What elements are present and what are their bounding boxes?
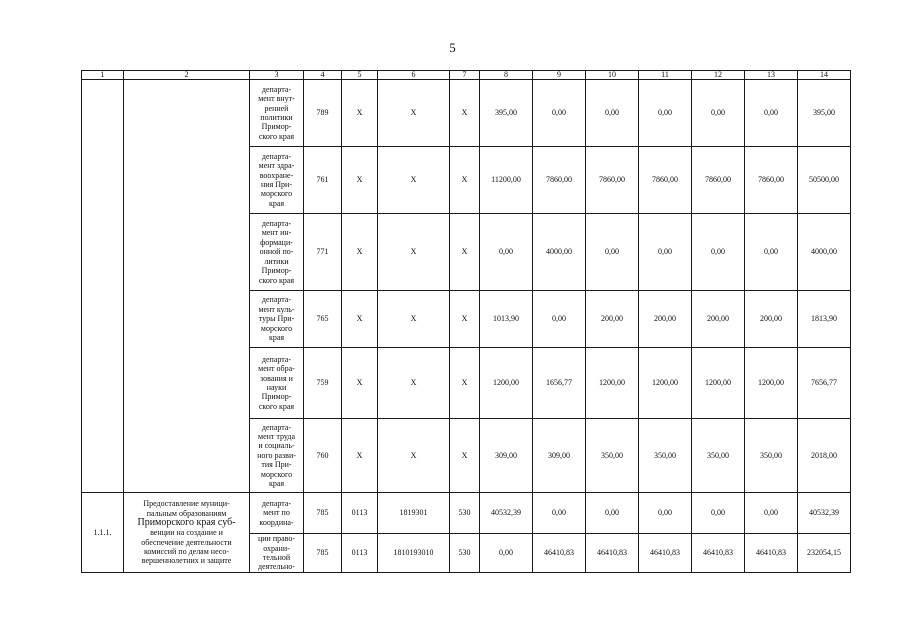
value-cell: Х	[342, 419, 378, 493]
value-cell: 200,00	[639, 291, 692, 348]
value-cell: 0,00	[745, 493, 798, 534]
value-cell: 1200,00	[480, 348, 533, 419]
header-row	[82, 71, 851, 80]
value-cell: 0,00	[692, 214, 745, 291]
value-cell: 4000,00	[533, 214, 586, 291]
header-cell: 5	[342, 71, 378, 80]
value-cell: 46410,83	[639, 534, 692, 573]
value-cell: 0,00	[692, 493, 745, 534]
value-cell: 0113	[342, 493, 378, 534]
page-number: 5	[449, 40, 456, 55]
value-cell: 1656,77	[533, 348, 586, 419]
value-cell: 7860,00	[639, 147, 692, 214]
item-description	[124, 493, 250, 573]
value-cell: 200,00	[745, 291, 798, 348]
value-cell: 200,00	[586, 291, 639, 348]
owner-cell: департа- мент обра- зования и науки Примор- ского края	[250, 348, 304, 419]
value-cell: 785	[304, 493, 342, 534]
owner-cell: департа- мент внут- ренней политики Примор- ского края	[250, 80, 304, 147]
value-cell: 0,00	[533, 80, 586, 147]
value-cell: 7860,00	[745, 147, 798, 214]
value-cell: 395,00	[480, 80, 533, 147]
value-cell: 759	[304, 348, 342, 419]
value-cell: 1200,00	[639, 348, 692, 419]
value-cell: 0,00	[480, 214, 533, 291]
description-cell-empty	[124, 80, 250, 493]
header-cell: 8	[480, 71, 533, 80]
value-cell: 0113	[342, 534, 378, 573]
value-cell: 1013,90	[480, 291, 533, 348]
value-cell: 350,00	[745, 419, 798, 493]
value-cell: 1200,00	[692, 348, 745, 419]
header-cell: 13	[745, 71, 798, 80]
value-cell: 350,00	[692, 419, 745, 493]
value-cell: 7860,00	[692, 147, 745, 214]
value-cell: Х	[342, 348, 378, 419]
value-cell: 0,00	[480, 534, 533, 573]
description-line: Предоставление муници-	[143, 499, 230, 509]
value-cell: 2018,00	[798, 419, 851, 493]
value-cell: Х	[342, 80, 378, 147]
header-cell: 9	[533, 71, 586, 80]
value-cell: 0,00	[639, 214, 692, 291]
value-cell: 350,00	[639, 419, 692, 493]
value-cell: 50500,00	[798, 147, 851, 214]
owner-cell: департа- мент ин- формаци- онной по- литики Примор- ского края	[250, 214, 304, 291]
owner-cell: департа- мент здра- воохране- ния При- морского края	[250, 147, 304, 214]
header-cell: 1	[82, 71, 124, 80]
value-cell: 40532,39	[798, 493, 851, 534]
value-cell: 309,00	[533, 419, 586, 493]
value-cell: 350,00	[586, 419, 639, 493]
value-cell: 7860,00	[586, 147, 639, 214]
value-cell: 11200,00	[480, 147, 533, 214]
owner-cell: ции право- охрани- тельной деятельно-	[250, 534, 304, 573]
value-cell: Х	[342, 214, 378, 291]
value-cell: 395,00	[798, 80, 851, 147]
description-line-large: Приморского края суб-	[137, 517, 236, 529]
value-cell: Х	[342, 147, 378, 214]
value-cell: 1810193010	[378, 534, 450, 573]
value-cell: 0,00	[533, 493, 586, 534]
value-cell: 46410,83	[692, 534, 745, 573]
value-cell: Х	[450, 147, 480, 214]
value-cell: 761	[304, 147, 342, 214]
value-cell: 46410,83	[533, 534, 586, 573]
header-cell: 3	[250, 71, 304, 80]
value-cell: Х	[342, 291, 378, 348]
value-cell: 0,00	[692, 80, 745, 147]
value-cell: Х	[378, 348, 450, 419]
value-cell: 0,00	[533, 291, 586, 348]
description-rest: венции на создание и обеспечение деятельности комиссий по делам несо- вершеннолетних и защите	[141, 528, 232, 566]
value-cell: 530	[450, 534, 480, 573]
value-cell: 46410,83	[586, 534, 639, 573]
value-cell: 309,00	[480, 419, 533, 493]
value-cell: 7860,00	[533, 147, 586, 214]
value-cell: Х	[450, 348, 480, 419]
value-cell: 771	[304, 214, 342, 291]
table-row	[82, 493, 851, 534]
value-cell: Х	[378, 214, 450, 291]
value-cell: 0,00	[745, 80, 798, 147]
header-cell: 11	[639, 71, 692, 80]
value-cell: Х	[450, 291, 480, 348]
value-cell: 760	[304, 419, 342, 493]
owner-cell: департа- мент труда и социаль- ного разви- тия При- морского края	[250, 419, 304, 493]
value-cell: Х	[378, 147, 450, 214]
description-line: пальным образованиям	[146, 508, 227, 518]
value-cell: 200,00	[692, 291, 745, 348]
value-cell: 4000,00	[798, 214, 851, 291]
value-cell: 0,00	[639, 493, 692, 534]
value-cell: 7656,77	[798, 348, 851, 419]
value-cell: 1200,00	[586, 348, 639, 419]
value-cell: 530	[450, 493, 480, 534]
value-cell: 0,00	[586, 80, 639, 147]
value-cell: 1819301	[378, 493, 450, 534]
value-cell: 789	[304, 80, 342, 147]
value-cell: 0,00	[586, 493, 639, 534]
value-cell: 0,00	[639, 80, 692, 147]
value-cell: Х	[450, 80, 480, 147]
value-cell: Х	[450, 419, 480, 493]
table-row	[82, 80, 851, 147]
owner-cell: департа- мент по координа-	[250, 493, 304, 534]
header-cell: 14	[798, 71, 851, 80]
value-cell: 0,00	[586, 214, 639, 291]
budget-table	[81, 70, 851, 573]
value-cell: Х	[378, 419, 450, 493]
value-cell: 1200,00	[745, 348, 798, 419]
header-cell: 10	[586, 71, 639, 80]
value-cell: Х	[450, 214, 480, 291]
value-cell: 785	[304, 534, 342, 573]
value-cell: Х	[378, 80, 450, 147]
header-cell: 6	[378, 71, 450, 80]
header-cell: 4	[304, 71, 342, 80]
header-cell: 7	[450, 71, 480, 80]
header-cell: 2	[124, 71, 250, 80]
value-cell: 1813,90	[798, 291, 851, 348]
value-cell: 232054,15	[798, 534, 851, 573]
value-cell: 0,00	[745, 214, 798, 291]
value-cell: 765	[304, 291, 342, 348]
value-cell: 40532,39	[480, 493, 533, 534]
value-cell: 46410,83	[745, 534, 798, 573]
code-cell-empty	[82, 80, 124, 493]
owner-cell: департа- мент куль- туры При- морского края	[250, 291, 304, 348]
item-code: 1.1.1.	[82, 493, 124, 573]
value-cell: Х	[378, 291, 450, 348]
header-cell: 12	[692, 71, 745, 80]
